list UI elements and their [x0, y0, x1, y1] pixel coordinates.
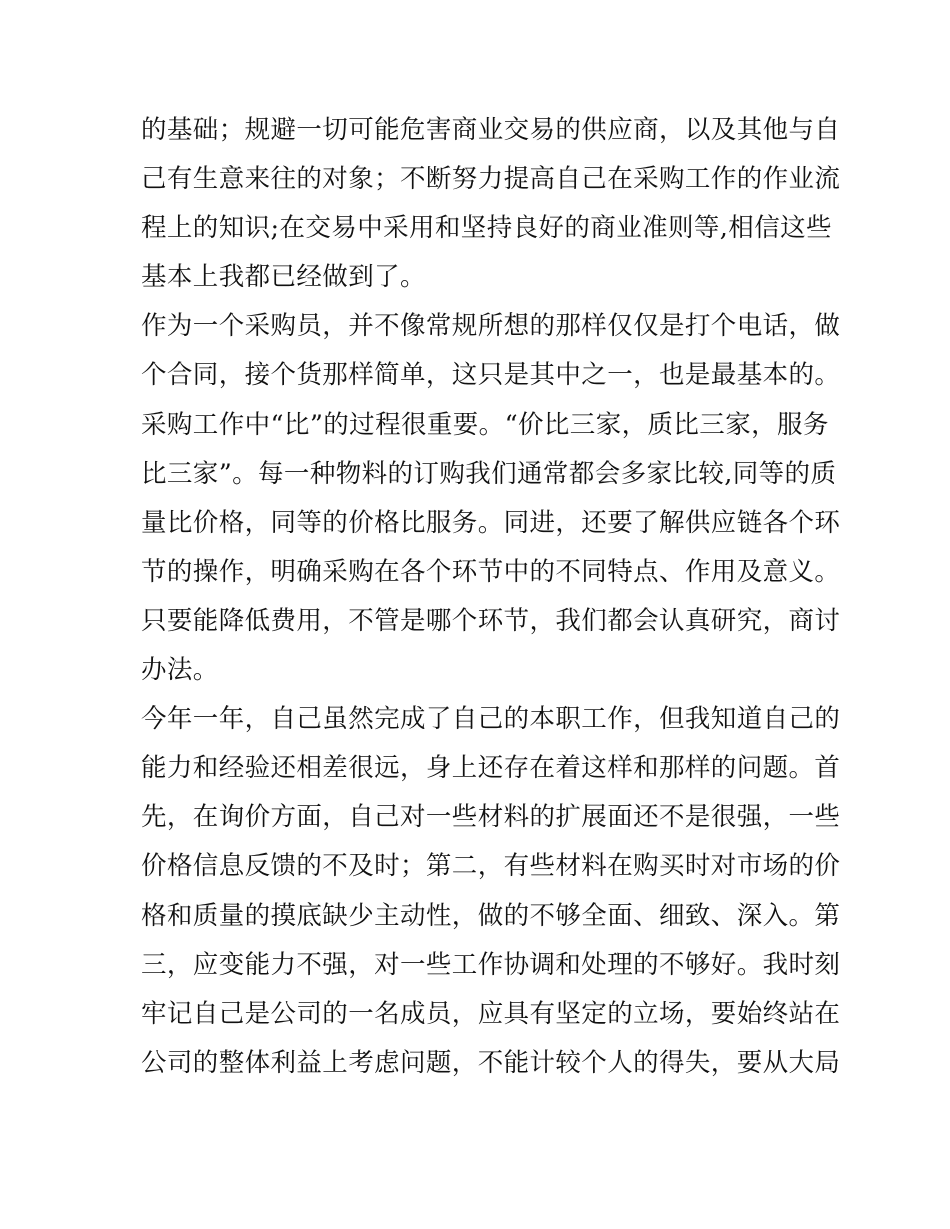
text-line: 今年一年，自己虽然完成了自己的本职工作，但我知道自己的 — [141, 704, 841, 735]
text-line: 牢记自己是公司的一名成员，应具有坚定的立场，要始终站在 — [141, 998, 841, 1029]
text-line: 己有生意来往的对象；不断努力提高自己在采购工作的作业流 — [141, 164, 841, 195]
text-line: 格和质量的摸底缺少主动性，做的不够全面、细致、深入。第 — [141, 900, 841, 931]
text-line: 个合同，接个货那样简单，这只是其中之一，也是最基本的。 — [141, 360, 841, 391]
text-line: 的基础；规避一切可能危害商业交易的供应商，以及其他与自 — [141, 115, 841, 145]
text-line: 比三家”。每一种物料的订购我们通常都会多家比较,同等的质 — [141, 458, 837, 489]
text-line: 作为一个采购员，并不像常规所想的那样仅仅是打个电话，做 — [141, 311, 841, 342]
document-body — [141, 106, 841, 1088]
text-line: 量比价格，同等的价格比服务。同进，还要了解供应链各个环 — [141, 507, 841, 538]
text-line: 公司的整体利益上考虑问题，不能计较个人的得失，要从大局 — [141, 1047, 841, 1078]
text-line: 办法。 — [141, 655, 219, 686]
text-line: 先，在询价方面，自己对一些材料的扩展面还不是很强，一些 — [141, 802, 841, 833]
text-line: 只要能降低费用，不管是哪个环节，我们都会认真研究，商讨 — [141, 605, 841, 636]
text-line: 程上的知识;在交易中采用和坚持良好的商业准则等,相信这些 — [141, 213, 832, 244]
text-line: 价格信息反馈的不及时；第二，有些材料在购买时对市场的价 — [141, 851, 841, 882]
text-line: 基本上我都已经做到了。 — [141, 262, 426, 293]
text-line: 三，应变能力不强，对一些工作协调和处理的不够好。我时刻 — [141, 949, 841, 980]
text-line: 节的操作，明确采购在各个环节中的不同特点、作用及意义。 — [141, 556, 841, 587]
text-line: 能力和经验还相差很远，身上还存在着这样和那样的问题。首 — [141, 753, 841, 784]
text-line: 采购工作中“比”的过程很重要。“价比三家，质比三家，服务 — [141, 409, 829, 440]
